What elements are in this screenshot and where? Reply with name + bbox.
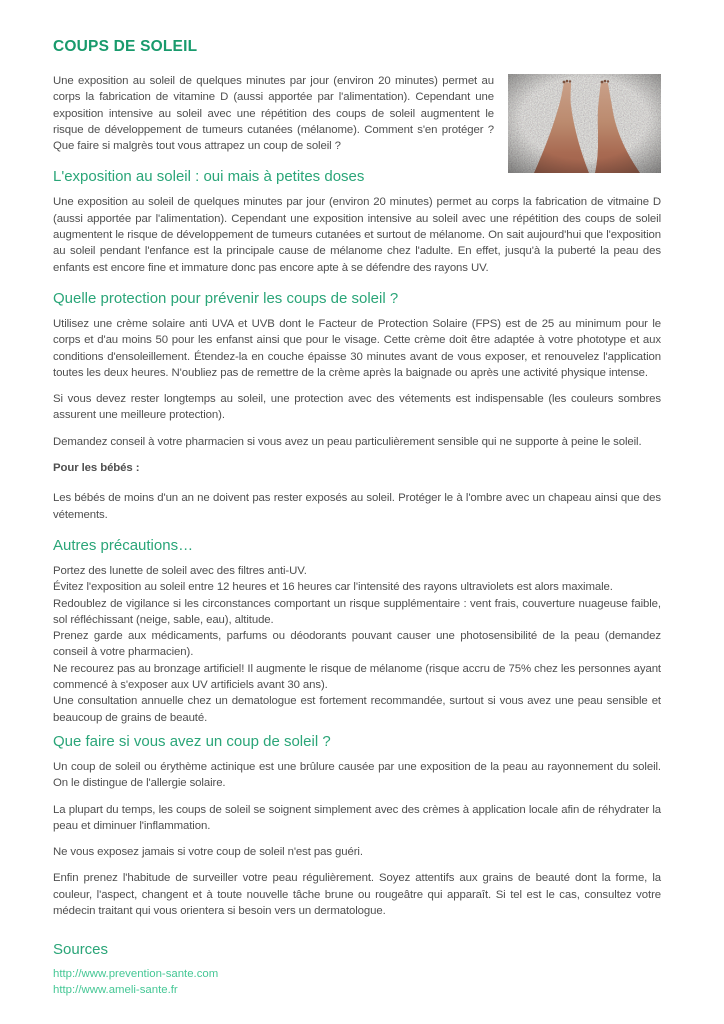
legs-gravel-photo-graphic <box>508 74 661 173</box>
paragraph: Enfin prenez l'habitude de surveiller votre peau régulièrement. Soyez attentifs aux grains de beauté dont la forme, la couleur, l'aspect, changent et à toute nouvelle tâche brune ou rougeâtre qui apparaît. Si tel est le cas, consultez votre médecin traitant qui vous orientera si besoin vers un dermatologue. <box>53 872 661 917</box>
page-title: COUPS DE SOLEIL <box>53 38 198 55</box>
precaution-line: Prenez garde aux médicaments, parfums ou déodorants pouvant causer une photosensibilité de la peau (demandez conseil à votre pharmacien). <box>53 630 661 659</box>
paragraph: Si vous devez rester longtemps au soleil, une protection avec des vétements est indispensable (les couleurs sombres assurent une meilleure protection). <box>53 393 661 422</box>
section-heading-protection: Quelle protection pour prévenir les coups de soleil ? <box>53 289 399 307</box>
paragraph: Utilisez une crème solaire anti UVA et UVB dont le Facteur de Protection Solaire (FPS) est de 25 au minimum pour le corps et d'au moins 50 pour les enfanst ainsi que pour le visage. Cette crème doit être adaptée à votre phototype et aux conditions d'ensoleillement. Étendez-la en couche épaisse 30 minutes avant de vous exposer, et renouvelez l'application toutes les deux heures. N'oubliez pas de remettre de la crème après la baignade ou après une activité physique intense. <box>53 317 661 379</box>
paragraph: Demandez conseil à votre pharmacien si vous avez un peau particulièrement sensible qui ne supporte à peine le soleil. <box>53 435 642 448</box>
precaution-line: Évitez l'exposition au soleil entre 12 heures et 16 heures car l'intensité des rayons ultraviolets est alors maximale. <box>53 581 613 594</box>
precaution-line: Ne recourez pas au bronzage artificiel! Il augmente le risque de mélanome (risque accru de 75% chez les personnes ayant commencé à s'exposer aux UV artificiels avant 30 ans). <box>53 662 661 692</box>
source-link-prevention-sante[interactable]: http://www.prevention-sante.com <box>53 968 219 981</box>
intro-paragraph: Une exposition au soleil de quelques minutes par jour (environ 20 minutes) permet au corps la fabrication de vitamine D (aussi apportée par l'alimentation). Cependant une exposition intensive au soleil avec une répétition des coups de soleil augmentent le risque de développement de tumeurs cutanées (mélanome). Comment s'en protéger ? Que faire si malgrès tout vous attrapez un coup de soleil ? <box>53 75 494 153</box>
source-link-ameli-sante[interactable]: http://www.ameli-sante.fr <box>53 983 178 996</box>
intro-section <box>53 73 661 154</box>
section-heading-exposition: L'exposition au soleil : oui mais à petites doses <box>53 168 365 186</box>
precaution-line: Portez des lunette de soleil avec des filtres anti-UV. <box>53 564 307 577</box>
section-heading-sources: Sources <box>53 941 109 959</box>
paragraph: La plupart du temps, les coups de soleil se soignent simplement avec des crèmes à application locale afin de réhydrater la peau et diminuer l'inflammation. <box>53 803 661 832</box>
paragraph: Un coup de soleil ou érythème actinique est une brûlure causée par une exposition de la peau au rayonnement du soleil. On le distingue de l'allergie solaire. <box>53 760 661 790</box>
sources-links <box>53 967 661 998</box>
paragraph: Une exposition au soleil de quelques minutes par jour (environ 20 minutes) permet au corps la fabrication de vitmaine D (aussi apportée par l'alimentation). Cependant une exposition intensive au soleil avec une répétition des coups de soleil augmentent le risque de développement de tumeurs cutanées et surtout de mélanome. On sait aujourd'hui que l'exposition au soleil pendant l'enfance est la principale cause de mélanome chez l'adulte. En effet, jusqu'à la puberté la peau des enfants est encore fine et immature donc pas encore apte à se défendre des rayons UV. <box>53 196 661 274</box>
legs-gravel-photo <box>508 74 661 173</box>
section-heading-precautions: Autres précautions… <box>53 536 194 554</box>
precaution-line: Une consultation annuelle chez un dematologue est fortement recommandée, surtout si vous avez une peau sensible et beaucoup de grains de beauté. <box>53 695 661 724</box>
precaution-line: Redoublez de vigilance si les circonstances comportant un risque supplémentaire : vent frais, couverture nuageuse faible, sol réfléchissant (neige, sable, eau), altitude. <box>53 597 661 626</box>
precautions-list <box>53 563 661 726</box>
babies-paragraph: Les bébés de moins d'un an ne doivent pas rester exposés au soleil. Protéger le à l'ombre avec un chapeau ainsi que des vétements. <box>53 492 661 521</box>
paragraph: Ne vous exposez jamais si votre coup de soleil n'est pas guéri. <box>53 846 363 859</box>
section-heading-que-faire: Que faire si vous avez un coup de soleil ? <box>53 732 331 750</box>
babies-label: Pour les bébés : <box>53 462 140 475</box>
